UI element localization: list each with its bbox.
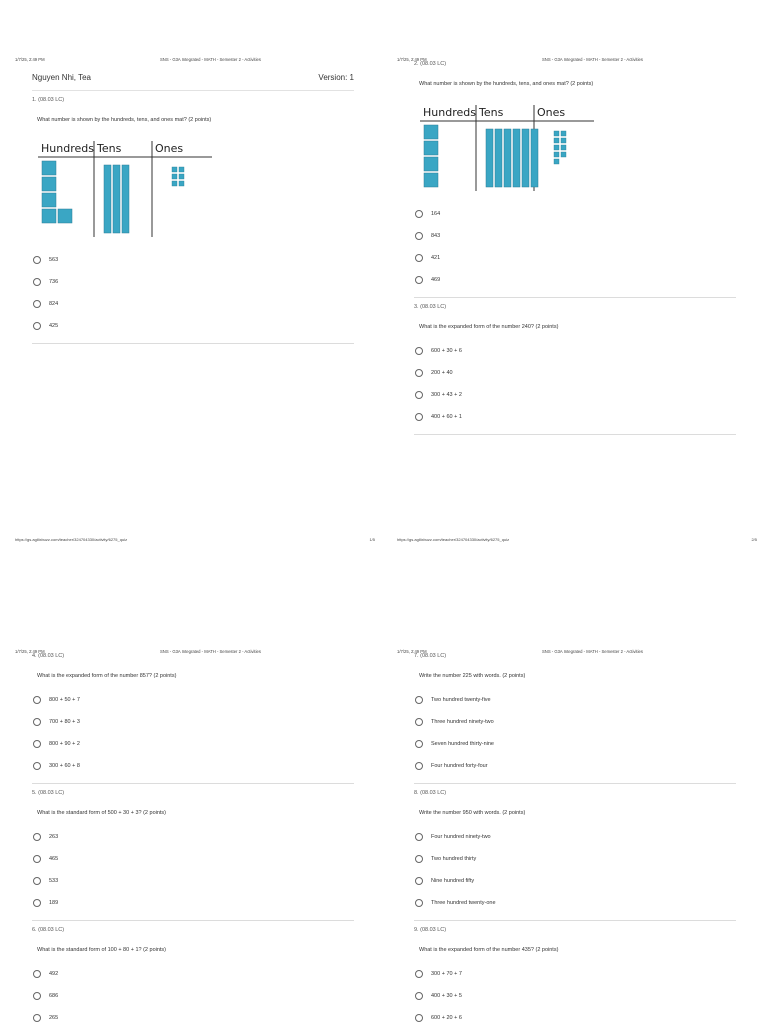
ones-cube [554,145,559,150]
ones-cube [172,167,177,172]
pdf-page-2 [397,55,757,545]
option-label: Three hundred twenty-one [431,900,496,906]
radio-button[interactable] [33,833,41,841]
option-label: 300 + 70 + 7 [431,971,462,977]
ones-cube [554,152,559,157]
ones-cube [179,167,184,172]
answer-option[interactable] [415,848,736,870]
option-label: 164 [431,211,441,217]
pdf-page-3 [15,647,375,1024]
answer-option[interactable] [415,406,736,428]
tens-rod [504,129,511,187]
option-label: Two hundred twenty-five [431,697,491,703]
radio-button[interactable] [415,1014,423,1022]
radio-button[interactable] [33,899,41,907]
answer-option[interactable] [415,225,736,247]
radio-button[interactable] [33,992,41,1000]
radio-button[interactable] [415,970,423,978]
question-number: 6. (08.03 LC) [32,927,65,933]
tens-rod [513,129,520,187]
question-number: 7. (08.03 LC) [414,653,447,659]
ones-header: Ones [155,142,184,155]
option-label: 736 [49,279,59,285]
option-label: 686 [49,993,59,999]
option-label: 300 + 43 + 2 [431,392,462,398]
pdf-page-1 [15,55,375,545]
question-text: What is the standard form of 500 + 30 + 3? (2 points) [37,810,167,816]
option-label: Four hundred ninety-two [431,834,491,840]
answer-option[interactable] [415,733,736,755]
radio-button[interactable] [33,855,41,863]
answer-option[interactable] [33,711,354,733]
radio-button[interactable] [415,696,423,704]
answer-option[interactable] [415,711,736,733]
radio-button[interactable] [415,899,423,907]
option-label: Nine hundred fifty [431,878,475,884]
question-number: 5. (08.03 LC) [32,790,65,796]
question-1 [32,97,354,344]
question-number: 8. (08.03 LC) [414,790,447,796]
answer-option[interactable] [415,362,736,384]
answer-option[interactable] [415,755,736,777]
option-label: 492 [49,971,59,977]
question-9 [414,927,736,1024]
option-label: 824 [49,301,59,307]
tens-header: Tens [97,142,122,155]
hundreds-block [42,161,56,175]
ones-header: Ones [537,106,566,119]
page-footer [397,537,757,545]
option-label: 600 + 20 + 6 [431,1015,462,1021]
radio-button[interactable] [33,696,41,704]
answer-option[interactable] [33,315,354,337]
option-label: 300 + 60 + 8 [49,763,80,769]
print-date: 1/7/25, 2:49 PM [397,649,427,654]
radio-button[interactable] [415,391,423,399]
answer-option[interactable] [33,293,354,315]
hundreds-header: Hundreds [41,142,94,155]
option-label: 533 [49,878,59,884]
pdf-page-4 [397,647,757,1024]
radio-button[interactable] [415,833,423,841]
radio-button[interactable] [33,762,41,770]
hundreds-block [42,177,56,191]
hundreds-block [424,157,438,171]
option-label: 800 + 50 + 7 [49,697,80,703]
radio-button[interactable] [33,1014,41,1022]
answer-option[interactable] [415,1007,736,1024]
option-label: 465 [49,856,59,862]
ones-cube [561,138,566,143]
ones-cube [561,145,566,150]
hundreds-block [42,193,56,207]
option-label: 263 [49,834,59,840]
tens-rod [522,129,529,187]
radio-button[interactable] [415,762,423,770]
radio-button[interactable] [33,970,41,978]
tens-header: Tens [479,106,504,119]
answer-option[interactable] [33,249,354,271]
option-label: 421 [431,255,441,261]
tens-rod [495,129,502,187]
hundreds-block [424,125,438,139]
question-number: 2. (08.03 LC) [414,61,447,67]
place-value-mat-graphic [420,103,600,193]
answer-option[interactable] [33,826,354,848]
student-header [32,67,354,91]
answer-option[interactable] [33,892,354,914]
place-value-mat [38,139,354,239]
answer-option[interactable] [415,963,736,985]
radio-button[interactable] [33,322,41,330]
answer-option[interactable] [415,247,736,269]
answer-option[interactable] [415,340,736,362]
page-number: 1/5 [369,537,375,542]
hundreds-block [58,209,72,223]
radio-button[interactable] [33,740,41,748]
hundreds-block [42,209,56,223]
radio-button[interactable] [33,877,41,885]
question-text: Write the number 950 with words. (2 points) [419,810,526,816]
answer-option[interactable] [33,985,354,1007]
answer-option[interactable] [415,826,736,848]
print-date: 1/7/25, 2:49 PM [397,57,427,62]
question-number: 1. (08.03 LC) [32,97,65,103]
option-label: 469 [431,277,441,283]
radio-button[interactable] [415,413,423,421]
question-text: What number is shown by the hundreds, tens, and ones mat? (2 points) [37,117,212,123]
ones-cube [561,152,566,157]
option-label: 563 [49,257,59,263]
radio-button[interactable] [415,877,423,885]
option-label: Seven hundred thirty-nine [431,741,494,747]
ones-cube [554,138,559,143]
question-3 [414,304,736,435]
answer-option[interactable] [415,203,736,225]
question-text: Write the number 225 with words. (2 points) [419,673,526,679]
tens-rod [531,129,538,187]
course-title: SNS - G3A Integrated - MATH - Semester 2 - Activities [160,57,261,62]
answer-option[interactable] [33,848,354,870]
radio-button[interactable] [415,232,423,240]
answer-option[interactable] [33,733,354,755]
radio-button[interactable] [415,369,423,377]
ones-cube [561,131,566,136]
print-date: 1/7/25, 2:49 PM [15,649,45,654]
page-number: 2/5 [751,537,757,542]
hundreds-block [424,173,438,187]
ones-cube [554,131,559,136]
place-value-mat [420,103,736,193]
tens-rod [486,129,493,187]
option-label: Four hundred forty-four [431,763,488,769]
radio-button[interactable] [415,992,423,1000]
version-label: Version: 1 [318,73,354,82]
answer-option[interactable] [33,689,354,711]
radio-button[interactable] [33,300,41,308]
question-text: What is the expanded form of the number 240? (2 points) [419,324,559,330]
course-title: SNS - G3A Integrated - MATH - Semester 2 - Activities [542,649,643,654]
radio-button[interactable] [415,347,423,355]
option-label: 800 + 90 + 2 [49,741,80,747]
page-url: https://gs.agilixbuzz.com/teacher/324704330/activity/6275_quiz [397,537,510,542]
page-footer [15,537,375,545]
answer-option[interactable] [33,870,354,892]
question-text: What is the standard form of 100 + 80 + 1? (2 points) [37,947,167,953]
print-date: 1/7/25, 2:49 PM [15,57,45,62]
answer-option[interactable] [415,689,736,711]
ones-cube [172,174,177,179]
radio-button[interactable] [415,254,423,262]
page-url: https://gs.agilixbuzz.com/teacher/324704330/activity/6275_quiz [15,537,128,542]
radio-button[interactable] [415,855,423,863]
question-5 [32,790,354,921]
option-label: 425 [49,323,59,329]
question-2 [414,61,736,298]
question-text: What is the expanded form of the number 435? (2 points) [419,947,559,953]
question-text: What is the expanded form of the number 857? (2 points) [37,673,177,679]
question-6 [32,927,354,1024]
answer-option[interactable] [415,384,736,406]
ones-cube [554,159,559,164]
answer-option[interactable] [33,963,354,985]
course-title: SNS - G3A Integrated - MATH - Semester 2 - Activities [542,57,643,62]
ones-cube [179,181,184,186]
option-label: 700 + 80 + 3 [49,719,80,725]
radio-button[interactable] [33,278,41,286]
question-number: 3. (08.03 LC) [414,304,447,310]
answer-option[interactable] [33,271,354,293]
ones-cube [172,181,177,186]
option-label: 189 [49,900,59,906]
question-number: 9. (08.03 LC) [414,927,447,933]
ones-cube [179,174,184,179]
tens-rod [122,165,129,233]
radio-button[interactable] [33,718,41,726]
tens-rod [104,165,111,233]
answer-option[interactable] [415,985,736,1007]
radio-button[interactable] [415,740,423,748]
radio-button[interactable] [415,276,423,284]
course-title: SNS - G3A Integrated - MATH - Semester 2 - Activities [160,649,261,654]
hundreds-header: Hundreds [423,106,476,119]
question-8 [414,790,736,921]
hundreds-block [424,141,438,155]
option-label: 400 + 30 + 5 [431,993,462,999]
question-7 [414,653,736,784]
question-text: What number is shown by the hundreds, tens, and ones mat? (2 points) [419,81,594,87]
radio-button[interactable] [415,718,423,726]
option-label: Two hundred thirty [431,856,477,862]
answer-option[interactable] [415,269,736,291]
option-label: 400 + 60 + 1 [431,414,462,420]
answer-option[interactable] [33,755,354,777]
tens-rod [113,165,120,233]
radio-button[interactable] [415,210,423,218]
answer-option[interactable] [415,892,736,914]
question-number: 4. (08.03 LC) [32,653,65,659]
answer-option[interactable] [33,1007,354,1024]
option-label: 265 [49,1015,59,1021]
question-4 [32,653,354,784]
radio-button[interactable] [33,256,41,264]
option-label: 200 + 40 [431,370,453,376]
option-label: Three hundred ninety-two [431,719,494,725]
option-label: 600 + 30 + 6 [431,348,462,354]
place-value-mat-graphic [38,139,218,239]
answer-option[interactable] [415,870,736,892]
page-header [15,57,375,65]
student-name: Nguyen Nhi, Tea [32,73,91,82]
option-label: 843 [431,233,441,239]
